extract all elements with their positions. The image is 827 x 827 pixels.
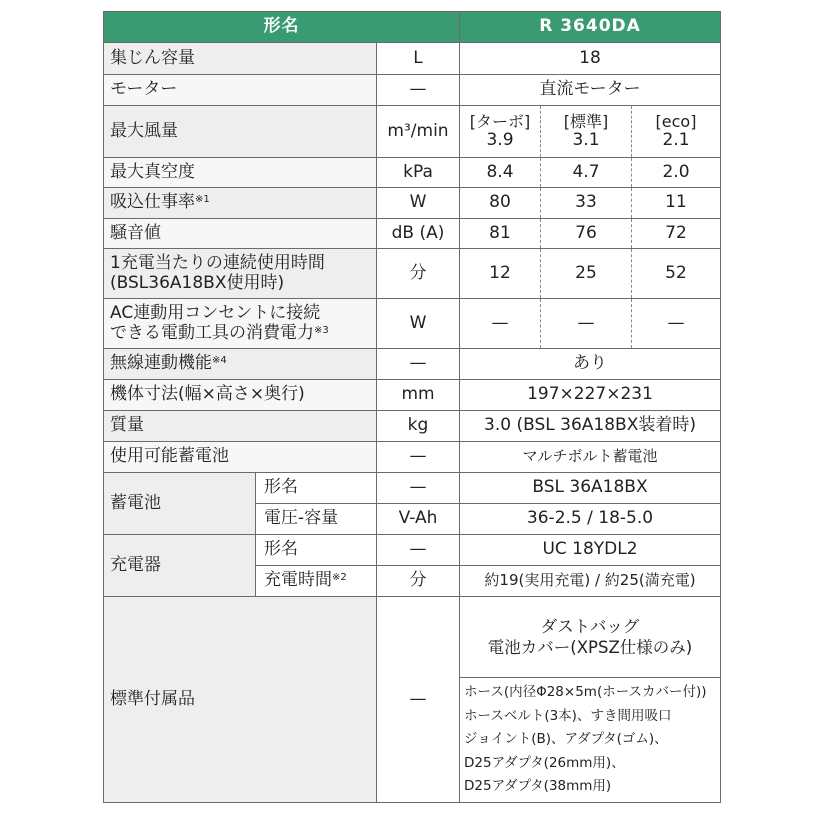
unit-wireless: —	[377, 349, 460, 380]
label-dimensions: 機体寸法(幅×高さ×奥行)	[104, 380, 377, 411]
accessory-hose: ホース(内径Φ28×5m(ホースカバー付))	[464, 683, 707, 700]
accessory-dust-bag: ダストバッグ	[540, 616, 640, 636]
note-3: ※3	[314, 324, 329, 336]
noise-turbo: 81	[460, 219, 541, 249]
label-suction-power: 吸込仕事率$^{※1}$	[104, 188, 377, 219]
vacuum-eco: 2.0	[632, 158, 721, 188]
ac-link-eco: —	[632, 299, 721, 349]
mode-eco: [eco]	[655, 111, 697, 131]
unit-vacuum: kPa	[377, 158, 460, 188]
value-mass: 3.0 (BSL 36A18BX装着時)	[460, 411, 721, 442]
value-battery-type: マルチボルト蓄電池	[460, 442, 721, 473]
noise-standard: 76	[541, 219, 632, 249]
value-battery-voltage: 36-2.5 / 18-5.0	[460, 504, 721, 535]
header-model: R 3640DA	[460, 12, 721, 43]
unit-ac-link: W	[377, 299, 460, 349]
accessory-d25-38: D25アダプタ(38mm用)	[464, 778, 612, 795]
label-charger-model: 形名	[256, 535, 377, 566]
note-1: ※1	[195, 194, 210, 206]
value-charger-model: UC 18YDL2	[460, 535, 721, 566]
unit-mass: kg	[377, 411, 460, 442]
airflow-eco: 2.1	[662, 129, 690, 150]
label-accessories: 標準付属品	[104, 597, 377, 803]
row-battery-model	[104, 473, 721, 504]
header-label: 形名	[104, 12, 460, 43]
label-battery-voltage: 電圧-容量	[256, 504, 377, 535]
runtime-standard: 25	[541, 249, 632, 299]
unit-motor: —	[377, 75, 460, 106]
label-charger-time: 充電時間$^{※2}$	[256, 566, 377, 597]
unit-battery-voltage: V-Ah	[377, 504, 460, 535]
unit-accessories: —	[377, 597, 460, 803]
value-airflow-standard	[541, 106, 632, 158]
label-battery: 蓄電池	[104, 473, 256, 535]
row-suction-power	[104, 188, 721, 219]
row-runtime	[104, 249, 721, 299]
label-airflow: 最大風量	[104, 106, 377, 158]
value-airflow-eco	[632, 106, 721, 158]
label-ac-link: AC連動用コンセントに接続 できる電動工具の消費電力$^{※3}$	[104, 299, 377, 349]
label-capacity: 集じん容量	[104, 43, 377, 75]
unit-runtime: 分	[377, 249, 460, 299]
mode-standard: [標準]	[563, 111, 609, 131]
unit-airflow: m³/min	[377, 106, 460, 158]
runtime-turbo: 12	[460, 249, 541, 299]
accessory-joint: ジョイント(B)、アダプタ(ゴム)、	[464, 731, 668, 748]
row-mass	[104, 411, 721, 442]
unit-capacity: L	[377, 43, 460, 75]
accessory-hose-belt: ホースベルト(3本)、すき間用吸口	[464, 707, 672, 724]
accessories-main	[460, 597, 721, 678]
unit-battery-type: —	[377, 442, 460, 473]
row-accessories-main	[104, 597, 721, 678]
spec-table	[103, 11, 721, 803]
unit-suction-power: W	[377, 188, 460, 219]
noise-eco: 72	[632, 219, 721, 249]
airflow-turbo: 3.9	[486, 129, 514, 150]
suction-standard: 33	[541, 188, 632, 219]
row-dimensions	[104, 380, 721, 411]
ac-link-standard: —	[541, 299, 632, 349]
accessory-battery-cover: 電池カバー(XPSZ仕様のみ)	[487, 638, 693, 657]
suction-turbo: 80	[460, 188, 541, 219]
row-ac-link	[104, 299, 721, 349]
value-motor: 直流モーター	[460, 75, 721, 106]
ac-link-turbo: —	[460, 299, 541, 349]
row-vacuum	[104, 158, 721, 188]
vacuum-turbo: 8.4	[460, 158, 541, 188]
label-mass: 質量	[104, 411, 377, 442]
unit-battery-model: —	[377, 473, 460, 504]
row-motor	[104, 75, 721, 106]
value-capacity: 18	[460, 43, 721, 75]
value-battery-model: BSL 36A18BX	[460, 473, 721, 504]
label-charger: 充電器	[104, 535, 256, 597]
label-runtime: 1充電当たりの連続使用時間 (BSL36A18BX使用時)	[104, 249, 377, 299]
unit-dimensions: mm	[377, 380, 460, 411]
row-capacity	[104, 43, 721, 75]
mode-turbo: [ターボ]	[469, 111, 531, 131]
row-battery-type	[104, 442, 721, 473]
row-airflow	[104, 106, 721, 158]
accessory-d25-26: D25アダプタ(26mm用)、	[464, 754, 625, 771]
row-wireless	[104, 349, 721, 380]
table-header-row	[104, 12, 721, 43]
label-vacuum: 最大真空度	[104, 158, 377, 188]
label-noise: 騒音値	[104, 219, 377, 249]
label-wireless: 無線連動機能$^{※4}$	[104, 349, 377, 380]
label-motor: モーター	[104, 75, 377, 106]
suction-eco: 11	[632, 188, 721, 219]
note-4: ※4	[212, 355, 227, 367]
unit-charger-model: —	[377, 535, 460, 566]
accessories-optional	[460, 678, 721, 803]
label-battery-model: 形名	[256, 473, 377, 504]
unit-noise: dB (A)	[377, 219, 460, 249]
label-battery-type: 使用可能蓄電池	[104, 442, 377, 473]
note-2: ※2	[332, 572, 347, 584]
airflow-standard: 3.1	[572, 129, 600, 150]
value-airflow-turbo	[460, 106, 541, 158]
row-noise	[104, 219, 721, 249]
value-dimensions: 197×227×231	[460, 380, 721, 411]
vacuum-standard: 4.7	[541, 158, 632, 188]
value-wireless: あり	[460, 349, 721, 380]
value-charger-time: 約19(実用充電) / 約25(満充電)	[460, 566, 721, 597]
runtime-eco: 52	[632, 249, 721, 299]
row-charger-model	[104, 535, 721, 566]
unit-charger-time: 分	[377, 566, 460, 597]
